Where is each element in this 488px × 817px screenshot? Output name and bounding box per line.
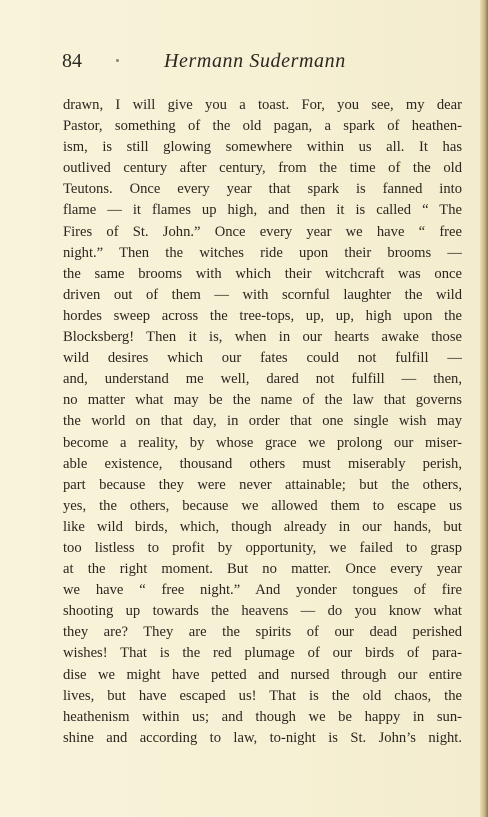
text-line: Pastor, something of the old pagan, a spark of heathen- — [63, 118, 462, 135]
text-line: ism, is still glowing somewhere within us all. It has — [63, 139, 462, 156]
header-dot — [116, 59, 119, 62]
text-line: too listless to profit by opportunity, we failed to grasp — [63, 539, 462, 556]
page-edge — [480, 0, 488, 817]
text-line: dise we might have petted and nursed through our entire — [63, 666, 462, 683]
page-header — [62, 50, 462, 80]
text-line: Fires of St. John.” Once every year we have “ free — [63, 223, 462, 240]
text-line: Blocksberg! Then it is, when in our hearts awake those — [63, 329, 462, 346]
body-text — [63, 95, 462, 749]
page-number: 84 — [62, 50, 82, 72]
text-line: shine and according to law, to-night is St. John’s night. — [63, 729, 462, 746]
text-line: lives, but have escaped us! That is the old chaos, the — [63, 687, 462, 704]
text-line: night.” Then the witches ride upon their brooms — — [63, 244, 462, 261]
text-line: like wild birds, which, though already in our hands, but — [63, 518, 462, 535]
text-line: Teutons. Once every year that spark is fanned into — [63, 181, 462, 198]
text-line: at the right moment. But no matter. Once every year — [63, 561, 462, 578]
text-line: wishes! That is the red plumage of our birds of para- — [63, 645, 462, 662]
text-line: yes, the others, because we allowed them to escape us — [63, 497, 462, 514]
text-line: part because they were never attainable; but the others, — [63, 476, 462, 493]
text-line: become a reality, by whose grace we prolong our miser- — [63, 434, 462, 451]
text-line: they are? They are the spirits of our dead perished — [63, 624, 462, 641]
text-line: driven out of them — with scornful laughter the wild — [63, 286, 462, 303]
text-line: flame — it flames up high, and then it is called “ The — [63, 202, 462, 219]
text-line: we have “ free night.” And yonder tongues of fire — [63, 582, 462, 599]
text-line: shooting up towards the heavens — do you know what — [63, 603, 462, 620]
text-line: no matter what may be the name of the law that governs — [63, 392, 462, 409]
running-head: Hermann Sudermann — [164, 50, 346, 72]
text-line: hordes sweep across the tree-tops, up, up, high upon the — [63, 307, 462, 324]
text-line: wild desires which our fates could not fulfill — — [63, 350, 462, 367]
text-line: heathenism within us; and though we be happy in sun- — [63, 708, 462, 725]
text-line: able existence, thousand others must miserably perish, — [63, 455, 462, 472]
text-line: the world on that day, in order that one single wish may — [63, 413, 462, 430]
text-line: drawn, I will give you a toast. For, you see, my dear — [63, 97, 462, 113]
text-line: and, understand me well, dared not fulfill — then, — [63, 371, 462, 388]
text-line: the same brooms with which their witchcraft was once — [63, 265, 462, 282]
text-line: outlived century after century, from the time of the old — [63, 160, 462, 177]
